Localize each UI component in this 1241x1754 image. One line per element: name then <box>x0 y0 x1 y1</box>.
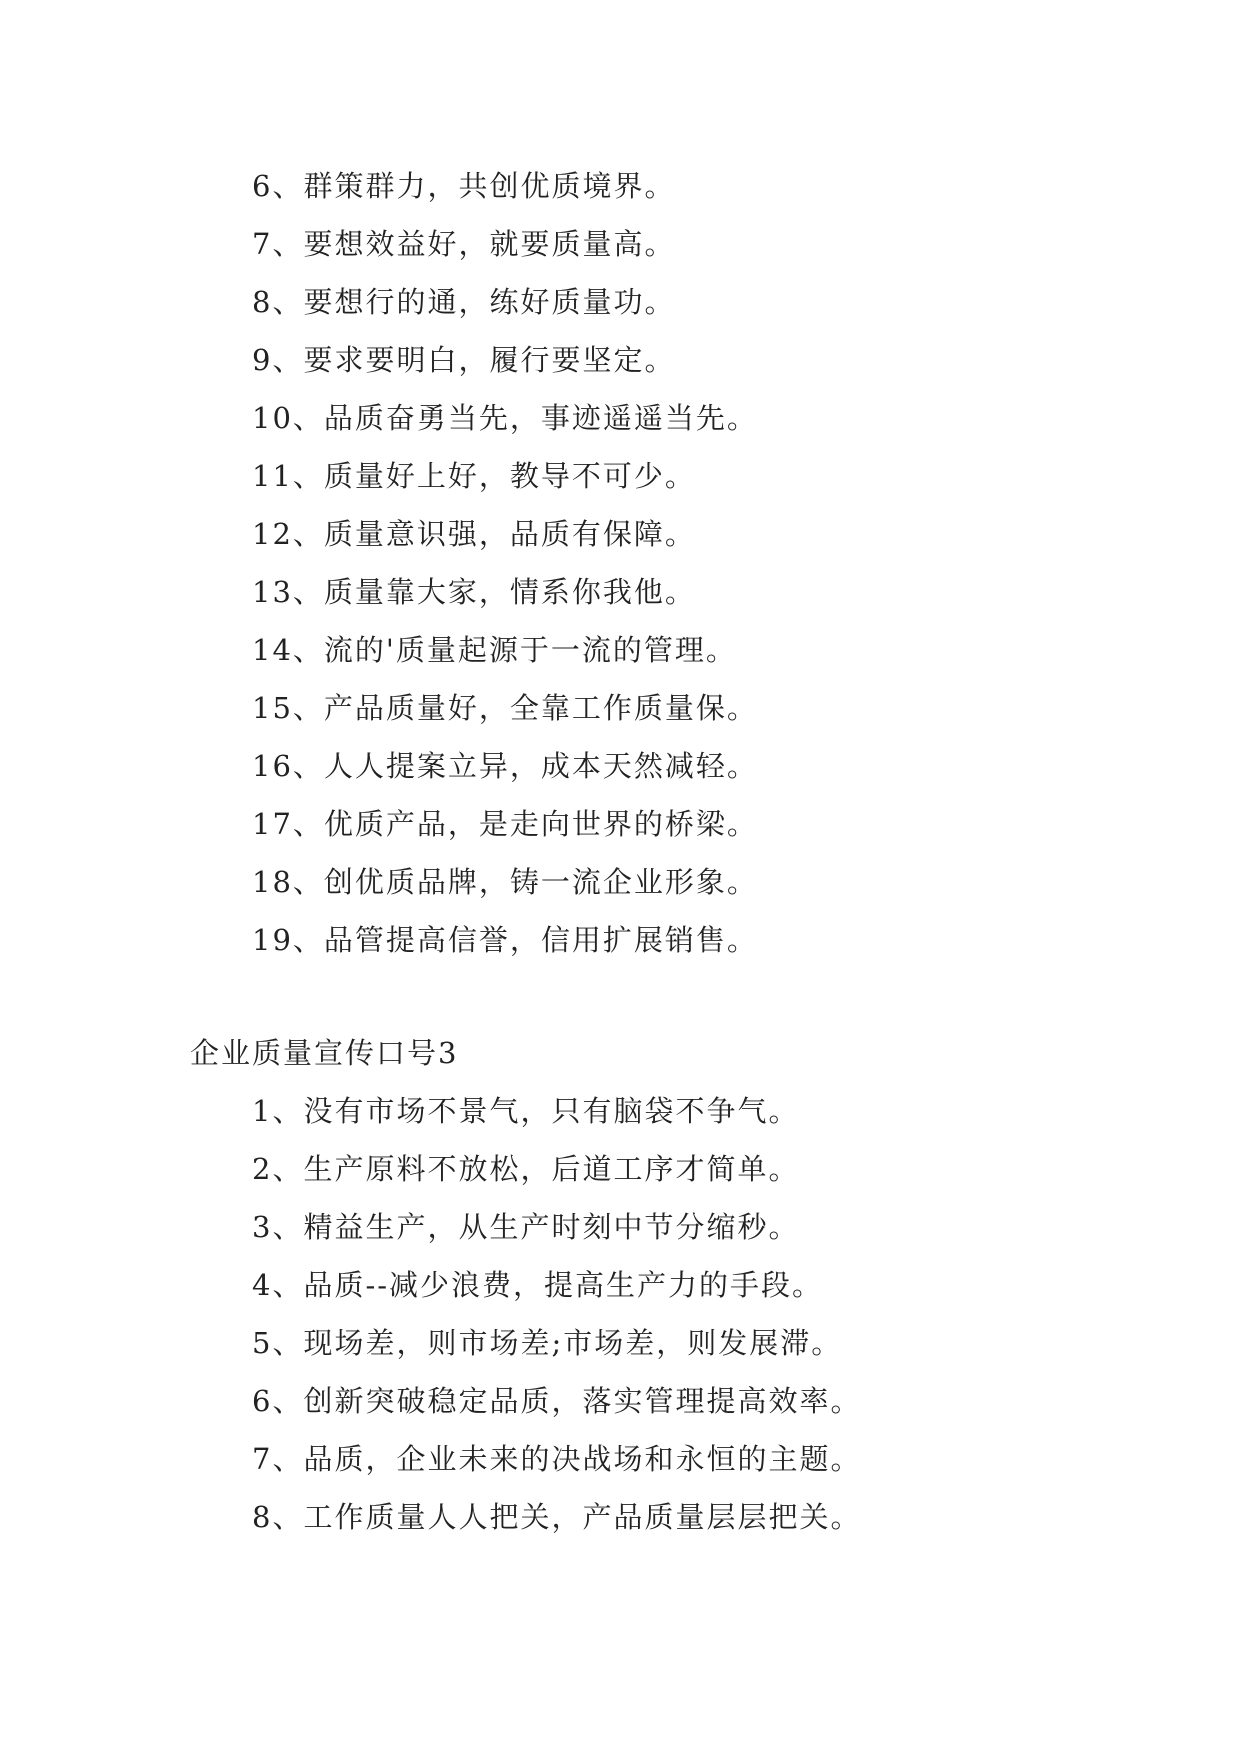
list-item: 19、品管提高信誉，信用扩展销售。 <box>252 923 758 957</box>
list-item: 18、创优质品牌，铸一流企业形象。 <box>252 865 758 899</box>
list-item: 9、要求要明白，履行要坚定。 <box>252 343 676 377</box>
list-item: 6、群策群力，共创优质境界。 <box>252 169 676 203</box>
list-item: 1、没有市场不景气，只有脑袋不争气。 <box>252 1094 800 1128</box>
list-item: 7、品质，企业未来的决战场和永恒的主题。 <box>252 1442 862 1476</box>
slogan-list-previous <box>252 157 758 969</box>
list-item: 11、质量好上好，教导不可少。 <box>252 459 696 493</box>
list-item: 2、生产原料不放松，后道工序才简单。 <box>252 1152 800 1186</box>
list-item: 13、质量靠大家，情系你我他。 <box>252 575 696 609</box>
list-item: 17、优质产品，是走向世界的桥梁。 <box>252 807 758 841</box>
list-item: 12、质量意识强，品质有保障。 <box>252 517 696 551</box>
section-heading: 企业质量宣传口号3 <box>190 1036 459 1070</box>
list-item: 14、流的'质量起源于一流的管理。 <box>252 633 737 667</box>
list-item: 7、要想效益好，就要质量高。 <box>252 227 676 261</box>
list-item: 4、品质--减少浪费，提高生产力的手段。 <box>252 1268 824 1302</box>
list-item: 8、工作质量人人把关，产品质量层层把关。 <box>252 1500 862 1534</box>
list-item: 16、人人提案立异，成本天然减轻。 <box>252 749 758 783</box>
list-item: 3、精益生产，从生产时刻中节分缩秒。 <box>252 1210 800 1244</box>
list-item: 5、现场差，则市场差;市场差，则发展滞。 <box>252 1326 843 1360</box>
slogan-list-section-3 <box>252 1082 861 1546</box>
list-item: 15、产品质量好，全靠工作质量保。 <box>252 691 758 725</box>
list-item: 6、创新突破稳定品质，落实管理提高效率。 <box>252 1384 862 1418</box>
list-item: 8、要想行的通，练好质量功。 <box>252 285 676 319</box>
list-item: 10、品质奋勇当先，事迹遥遥当先。 <box>252 401 758 435</box>
